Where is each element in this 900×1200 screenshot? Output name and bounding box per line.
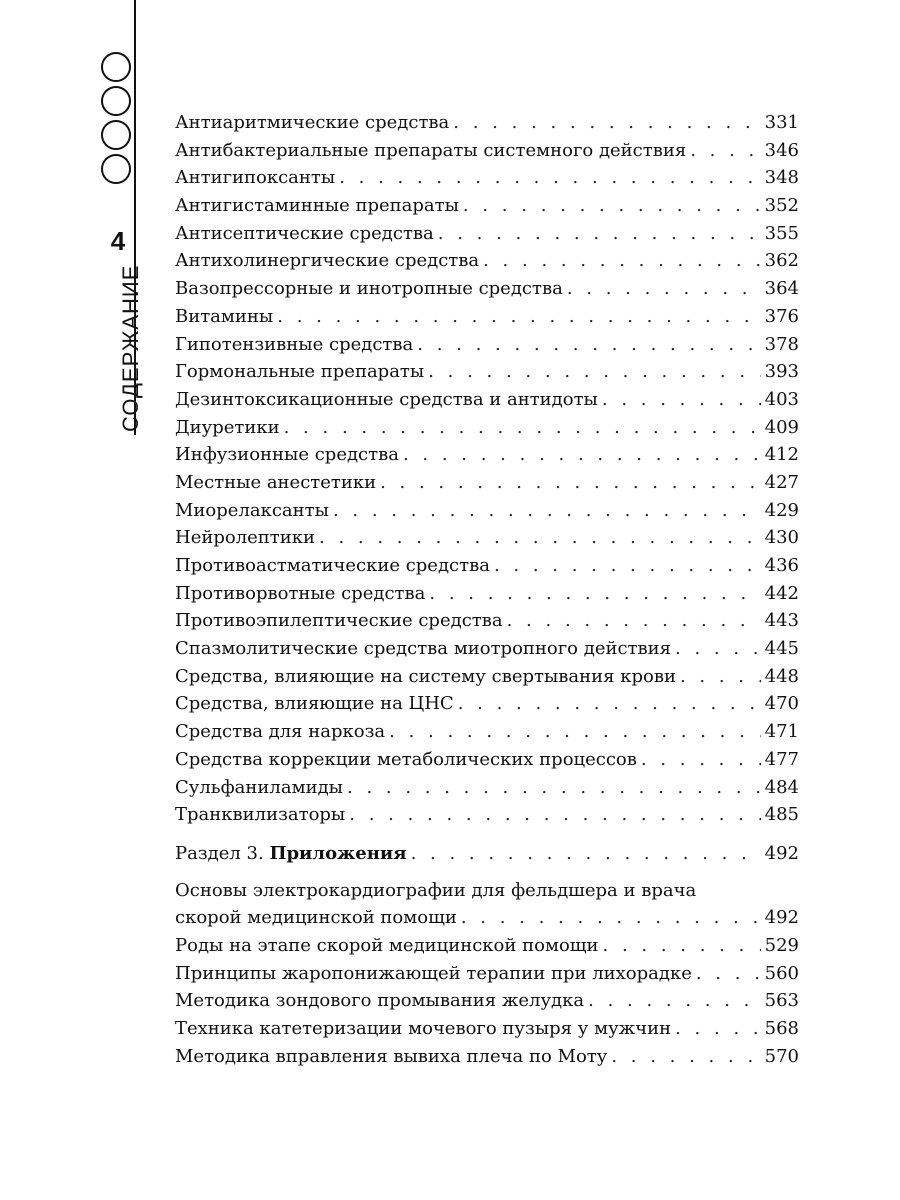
toc-section-label: [175, 840, 407, 868]
toc-entry-page: 563: [764, 990, 799, 1012]
dot-leader: [690, 137, 760, 165]
toc-entry-label: Методика вправления вывиха плеча по Моту: [175, 1045, 608, 1067]
toc-entry-row: [175, 635, 799, 663]
running-head-title: СОДЕРЖАНИЕ: [118, 264, 143, 432]
toc-entry-label: Роды на этапе скорой медицинской помощи: [175, 934, 599, 956]
toc-entry-page: 429: [764, 499, 799, 521]
dot-leader: [277, 303, 760, 331]
toc-entry-row: [175, 607, 799, 635]
toc-entry-page: 436: [764, 555, 799, 576]
toc-entry-label: Гипотензивные средства: [175, 333, 414, 355]
toc-entry-label: Антисептические средства: [175, 222, 434, 244]
toc-entry-row: [175, 331, 799, 359]
toc-entry-page: 348: [764, 167, 799, 189]
toc-entry-row: [175, 441, 799, 469]
toc-entry-page: 470: [764, 693, 799, 715]
dot-leader: [696, 960, 761, 988]
section-title: Приложения: [269, 842, 407, 864]
dot-leader: [588, 987, 761, 1015]
toc-entry-row: [175, 690, 799, 718]
toc-entry-label: Антибактериальные препараты системного действия: [175, 139, 687, 161]
page-number: 4: [110, 226, 126, 256]
toc-entry-label: Миорелаксанты: [175, 499, 329, 521]
toc-entry-row: [175, 718, 799, 746]
dot-leader: [567, 275, 761, 303]
toc-entry-page: 403: [764, 388, 799, 410]
toc-entry-row: [175, 386, 799, 414]
dot-leader: [339, 164, 760, 192]
toc-entry-wrapped: [175, 877, 799, 932]
dot-leader: [380, 469, 761, 497]
toc-entry-label: Спазмолитические средства миотропного действия: [175, 638, 671, 660]
toc-entry-label: Дезинтоксикационные средства и антидоты: [175, 388, 598, 410]
toc-entry-row: [175, 801, 799, 829]
toc-entry-page: 355: [764, 222, 799, 244]
dot-leader: [611, 1043, 760, 1071]
toc-entry-row: [175, 960, 799, 988]
toc-entry-label: Антигистаминные препараты: [175, 195, 459, 217]
toc-entry-page: 442: [764, 582, 799, 604]
toc-entry-label: Антихолинергические средства: [175, 250, 480, 272]
dot-leader: [428, 358, 760, 386]
dot-leader: [438, 220, 761, 248]
toc-entry-label: Местные анестетики: [175, 471, 377, 493]
toc-entry-row: [175, 552, 799, 580]
dot-leader: [603, 932, 761, 960]
toc-entries: [175, 109, 799, 829]
toc-entry-page: 560: [764, 962, 799, 984]
toc-entry-row: [175, 1015, 799, 1043]
toc-entry-row: [175, 303, 799, 331]
toc-entry-page: 471: [764, 721, 799, 743]
toc-entry-page: 570: [764, 1045, 799, 1067]
toc-entry-label: Диуретики: [175, 416, 280, 438]
dot-leader: [458, 690, 761, 718]
toc-entry-row: [175, 109, 799, 137]
toc-entry-row: [175, 580, 799, 608]
toc-entry-row: [175, 746, 799, 774]
toc-entry-page: 376: [764, 305, 799, 327]
toc-entry-label: Техника катетеризации мочевого пузыря у мужчин: [175, 1018, 672, 1039]
table-of-contents: [175, 109, 799, 1070]
dot-leader: [411, 840, 761, 868]
dot-leader: [403, 441, 761, 469]
toc-section-row: [175, 840, 799, 868]
toc-entry-label: Средства, влияющие на систему свертывания крови: [175, 665, 676, 687]
dot-leader: [461, 904, 761, 932]
toc-entry-row: [175, 164, 799, 192]
toc-entry-page: 492: [764, 907, 799, 929]
toc-entry-label: Средства коррекции метаболических процессов: [175, 748, 637, 770]
toc-entry-label: Сульфаниламиды: [175, 776, 343, 798]
dot-leader: [507, 607, 761, 635]
toc-entry-page: 352: [764, 195, 799, 217]
toc-entry-label: Противоэпилептические средства: [175, 610, 503, 632]
dot-leader: [284, 414, 761, 442]
toc-entry-page: 362: [764, 250, 799, 272]
dot-leader: [494, 552, 761, 580]
dot-leader: [429, 580, 760, 608]
toc-entry-row: [175, 932, 799, 960]
dot-leader: [680, 663, 761, 691]
toc-entry-row: [175, 497, 799, 525]
toc-entry-page: 477: [764, 748, 799, 770]
circle-ornament: [101, 52, 131, 82]
toc-entry-row: [175, 1043, 799, 1071]
toc-entry-label-line2: скорой медицинской помощи: [175, 907, 457, 929]
circle-ornament: [101, 154, 131, 184]
toc-entry-row: [175, 663, 799, 691]
dot-leader: [675, 1015, 761, 1043]
dot-leader: [641, 746, 761, 774]
toc-entry-label-line1: Основы электрокардиографии для фельдшера и врача: [175, 879, 697, 901]
toc-entry-page: 430: [764, 527, 799, 549]
toc-entry-page: 529: [764, 934, 799, 956]
toc-entry-label: Принципы жаропонижающей терапии при лихорадке: [175, 962, 692, 984]
toc-entry-page: 364: [764, 278, 799, 300]
toc-entry-row: [175, 904, 799, 932]
toc-entry-page: 378: [764, 333, 799, 355]
toc-section-page: 492: [764, 842, 799, 864]
toc-entry-label: Средства для наркоза: [175, 721, 386, 743]
section-prefix: Раздел 3.: [175, 842, 264, 864]
toc-entry-row: [175, 987, 799, 1015]
toc-entry-label: Нейролептики: [175, 527, 315, 549]
toc-entry-row: [175, 220, 799, 248]
toc-entry-label: Противорвотные средства: [175, 582, 426, 604]
toc-entry-page: 331: [764, 112, 799, 133]
toc-entry-label: Средства, влияющие на ЦНС: [175, 693, 454, 715]
dot-leader: [602, 386, 761, 414]
toc-entry-page: 443: [764, 610, 799, 632]
toc-entry-label: Инфузионные средства: [175, 444, 399, 466]
toc-entry-label: Вазопрессорные и инотропные средства: [175, 278, 563, 300]
dot-leader: [349, 801, 760, 829]
dot-leader: [319, 524, 761, 552]
toc-entry-row: [175, 469, 799, 497]
toc-entry-row: [175, 774, 799, 802]
dot-leader: [463, 192, 761, 220]
toc-entry-page: 485: [764, 804, 799, 826]
toc-entry-row: [175, 358, 799, 386]
toc-entry-label: Антигипоксанты: [175, 167, 336, 189]
circle-ornament: [101, 120, 131, 150]
toc-entry-row: [175, 275, 799, 303]
dot-leader: [389, 718, 761, 746]
dot-leader: [483, 247, 761, 275]
toc-entry-row: [175, 192, 799, 220]
toc-appendix-entries: [175, 932, 799, 1070]
toc-entry-row: [175, 524, 799, 552]
dot-leader: [453, 109, 760, 137]
dot-leader: [417, 331, 760, 359]
toc-entry-page: 409: [764, 416, 799, 438]
toc-entry-page: 346: [764, 139, 799, 161]
toc-entry-page: 448: [764, 665, 799, 687]
toc-entry-label: Витамины: [175, 305, 274, 327]
toc-entry-label: Транквилизаторы: [175, 804, 346, 826]
dot-leader: [675, 635, 761, 663]
toc-entry-page: 393: [764, 361, 799, 383]
decorative-circles: [101, 52, 133, 188]
dot-leader: [333, 497, 761, 525]
toc-entry-page: 445: [764, 638, 799, 660]
toc-entry-row: [175, 414, 799, 442]
toc-entry-row: [175, 137, 799, 165]
toc-entry-row: [175, 247, 799, 275]
toc-entry-label: Антиаритмические средства: [175, 112, 450, 133]
toc-entry-label: Гормональные препараты: [175, 361, 425, 383]
toc-entry-label: Противоастматические средства: [175, 555, 490, 576]
toc-entry-page: 427: [764, 471, 799, 493]
toc-entry-label: Методика зондового промывания желудка: [175, 990, 585, 1012]
toc-entry-page: 484: [764, 776, 799, 798]
toc-entry-page: 568: [764, 1018, 799, 1039]
toc-entry-page: 412: [764, 444, 799, 466]
circle-ornament: [101, 86, 131, 116]
dot-leader: [347, 774, 761, 802]
